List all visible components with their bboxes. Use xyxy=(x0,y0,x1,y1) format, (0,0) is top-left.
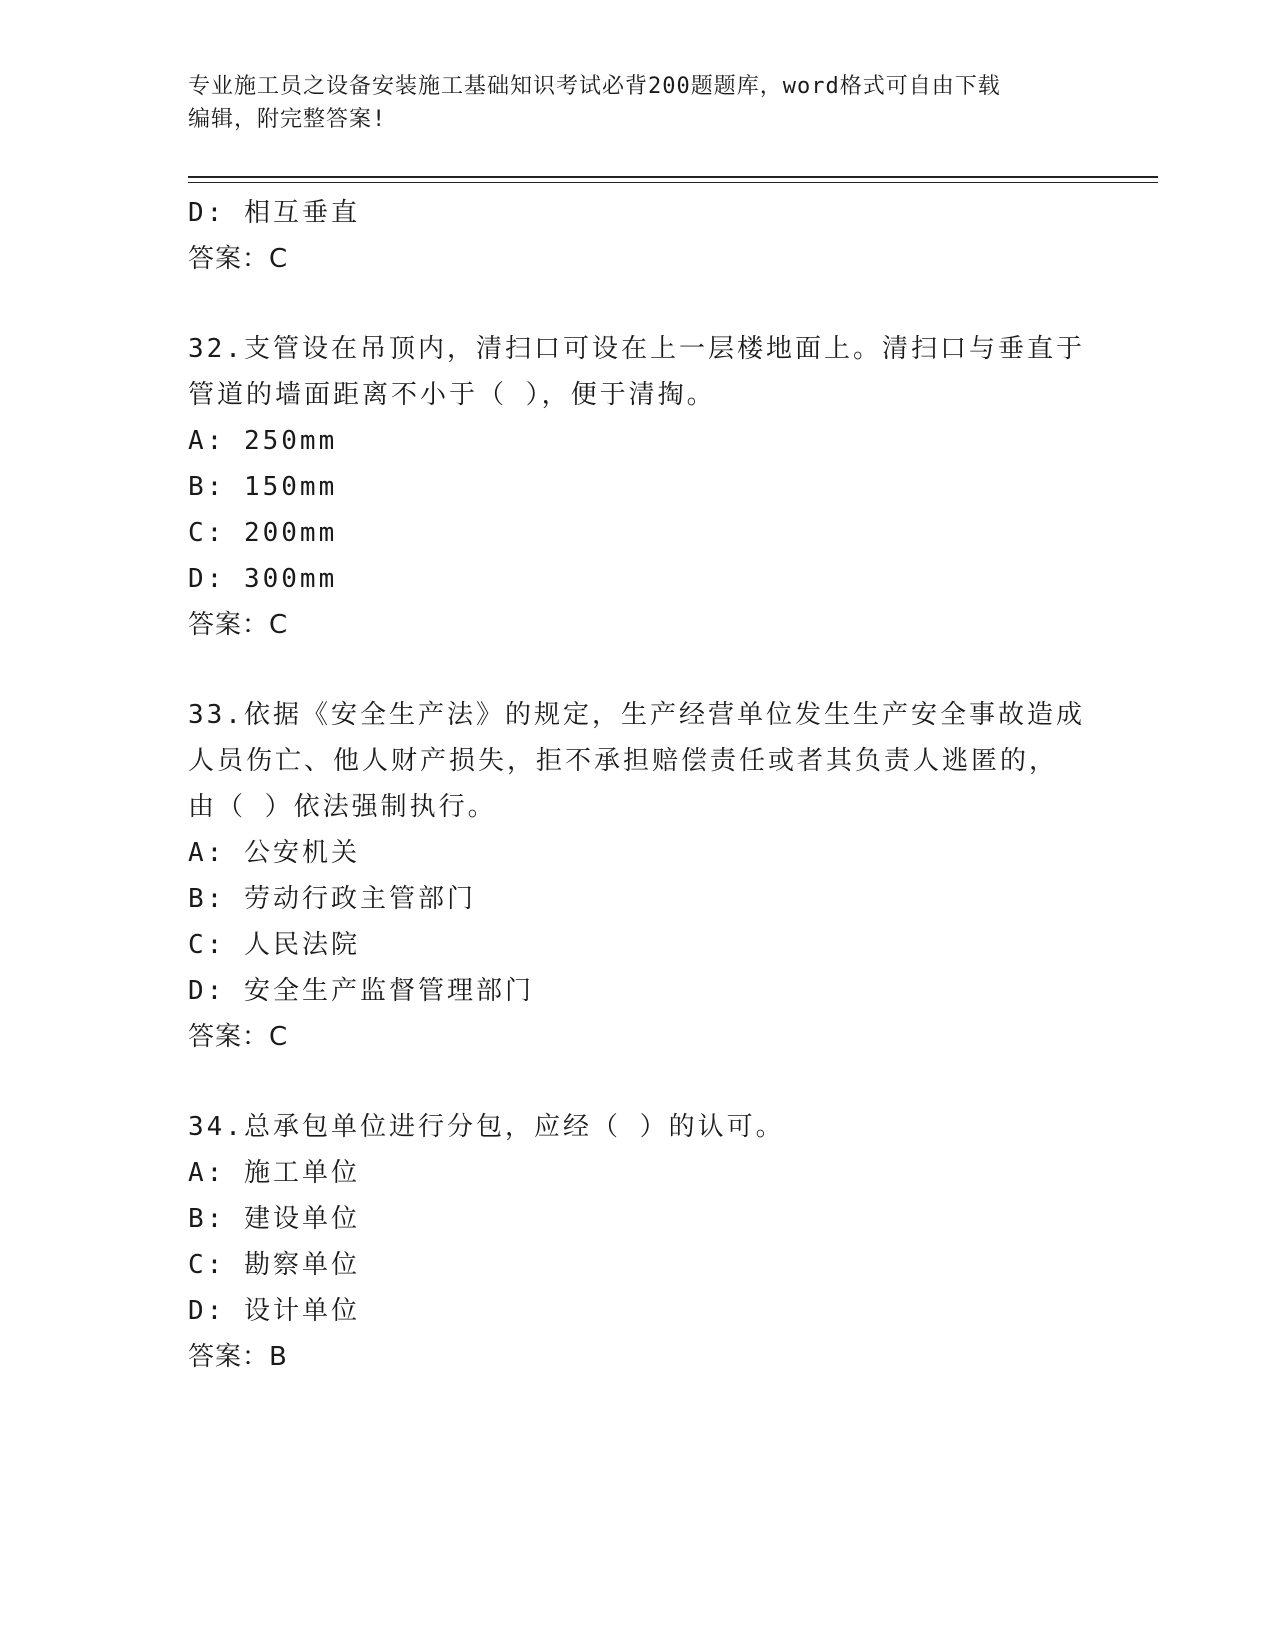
header-divider-top xyxy=(188,176,1158,178)
question-stem: 管道的墙面距离不小于（ ），便于清掏。 xyxy=(188,380,716,410)
question-34 xyxy=(188,1104,1088,1380)
option-c: C: 勘察单位 xyxy=(188,1250,360,1280)
question-stem: 34.总承包单位进行分包，应经（ ）的认可。 xyxy=(188,1112,785,1142)
option-a: A: 250mm xyxy=(188,426,338,456)
option-b: B: 建设单位 xyxy=(188,1204,360,1234)
question-stem: 32.支管设在吊顶内，清扫口可设在上一层楼地面上。清扫口与垂直于 xyxy=(188,334,1085,364)
question-stem: 33.依据《安全生产法》的规定，生产经营单位发生生产安全事故造成 xyxy=(188,700,1085,730)
option-c: C: 200mm xyxy=(188,518,338,548)
prev-answer: 答案：C xyxy=(188,244,289,274)
option-b: B: 150mm xyxy=(188,472,338,502)
option-a: A: 施工单位 xyxy=(188,1158,360,1188)
question-33 xyxy=(188,692,1088,1060)
answer: 答案：C xyxy=(188,610,289,640)
document-header xyxy=(188,70,1068,136)
prev-option-d: D: 相互垂直 xyxy=(188,198,360,228)
answer: 答案：C xyxy=(188,1022,289,1052)
header-title-line-2: 编辑，附完整答案! xyxy=(188,107,387,132)
question-list xyxy=(188,190,1088,1380)
option-b: B: 劳动行政主管部门 xyxy=(188,884,476,914)
option-a: A: 公安机关 xyxy=(188,838,360,868)
answer: 答案：B xyxy=(188,1342,288,1372)
question-stem: 由（ ）依法强制执行。 xyxy=(188,792,497,822)
header-title-line-1: 专业施工员之设备安装施工基础知识考试必背200题题库，word格式可自由下载 xyxy=(188,74,1001,99)
option-d: D: 300mm xyxy=(188,564,338,594)
question-32 xyxy=(188,326,1088,648)
option-c: C: 人民法院 xyxy=(188,930,360,960)
header-divider-bottom xyxy=(188,182,1158,183)
question-stem: 人员伤亡、他人财产损失，拒不承担赔偿责任或者其负责人逃匿的， xyxy=(188,746,1059,776)
option-d: D: 安全生产监督管理部门 xyxy=(188,976,534,1006)
option-d: D: 设计单位 xyxy=(188,1296,360,1326)
